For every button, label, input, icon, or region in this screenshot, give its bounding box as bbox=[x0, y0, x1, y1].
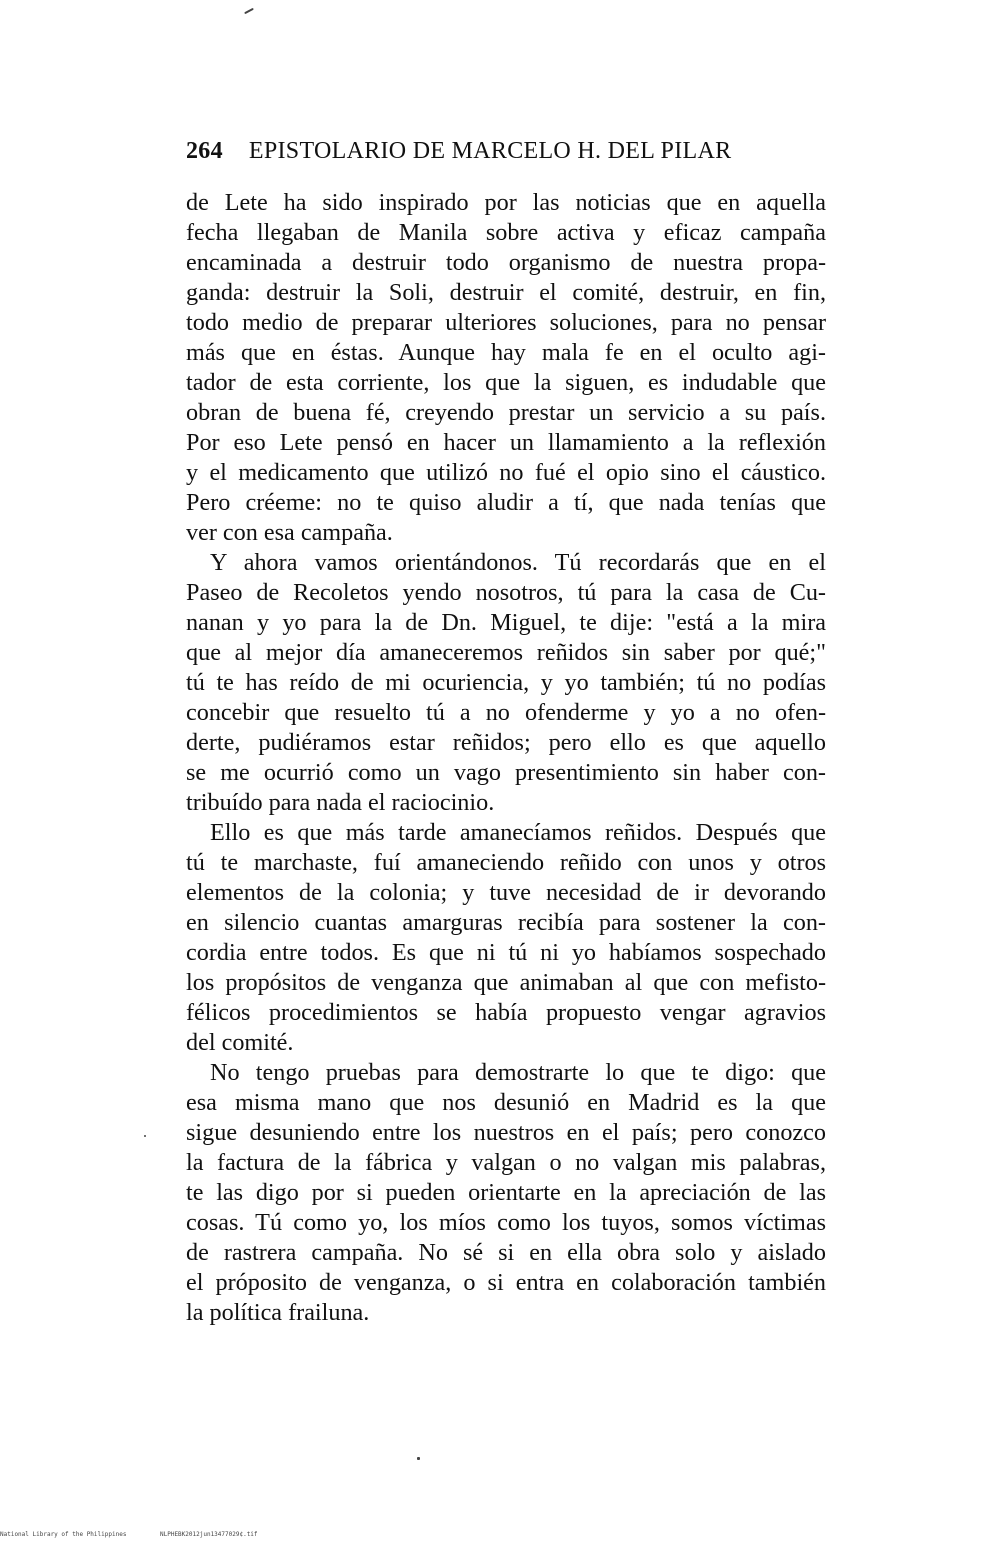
scan-dot bbox=[144, 1135, 146, 1137]
running-title: EPISTOLARIO DE MARCELO H. DEL PILAR bbox=[248, 138, 732, 164]
page-header bbox=[186, 138, 826, 170]
text-line: félicos procedimientos se había propuesto vengar agravios bbox=[186, 999, 826, 1026]
text-line: en silencio cuantas amarguras recibía para sostener la con- bbox=[186, 909, 826, 936]
text-line: cordia entre todos. Es que ni tú ni yo habíamos sospechado bbox=[186, 939, 826, 966]
scan-dot bbox=[417, 1457, 420, 1460]
text-line: todo medio de preparar ulteriores soluciones, para no pensar bbox=[186, 309, 826, 336]
text-line: el próposito de venganza, o si entra en colaboración también bbox=[186, 1269, 826, 1296]
text-line: de Lete ha sido inspirado por las noticias que en aquella bbox=[186, 189, 826, 216]
text-line: Ello es que más tarde amanecíamos reñidos. Después que bbox=[210, 819, 826, 846]
image-code: NLPHEBK2012jun13477029¢.tif bbox=[160, 1531, 258, 1538]
text-line: tú te has reído de mi ocuriencia, y yo también; tú no podías bbox=[186, 669, 826, 696]
text-line: ganda: destruir la Soli, destruir el comité, destruir, en fin, bbox=[186, 279, 826, 306]
text-line: tador de esta corriente, los que la siguen, es indudable que bbox=[186, 369, 826, 396]
text-line: de rastrera campaña. No sé si en ella obra solo y aislado bbox=[186, 1239, 826, 1266]
text-line: derte, pudiéramos estar reñidos; pero ello es que aquello bbox=[186, 729, 826, 756]
text-line: los propósitos de venganza que animaban al que con mefisto- bbox=[186, 969, 826, 996]
text-line: tribuído para nada el raciocinio. bbox=[186, 789, 495, 816]
text-line: te las digo por si pueden orientarte en la apreciación de las bbox=[186, 1179, 826, 1206]
text-line: ver con esa campaña. bbox=[186, 519, 393, 546]
library-credit: National Library of the Philippines bbox=[0, 1531, 127, 1538]
text-line: concebir que resuelto tú a no ofenderme y yo a no ofen- bbox=[186, 699, 826, 726]
text-line: del comité. bbox=[186, 1029, 294, 1056]
text-line: tú te marchaste, fuí amaneciendo reñido con unos y otros bbox=[186, 849, 826, 876]
scan-speck bbox=[244, 8, 254, 14]
text-line: se me ocurrió como un vago presentimiento sin haber con- bbox=[186, 759, 826, 786]
page-number: 264 bbox=[186, 138, 223, 164]
text-line: esa misma mano que nos desunió en Madrid es la que bbox=[186, 1089, 826, 1116]
text-line: sigue desuniendo entre los nuestros en el país; pero conozco bbox=[186, 1119, 826, 1146]
text-line: la política frailuna. bbox=[186, 1299, 370, 1326]
text-line: Y ahora vamos orientándonos. Tú recordarás que en el bbox=[210, 549, 826, 576]
text-line: que al mejor día amaneceremos reñidos sin saber por qué;" bbox=[186, 639, 826, 666]
text-line: Paseo de Recoletos yendo nosotros, tú para la casa de Cu- bbox=[186, 579, 826, 606]
text-line: Pero créeme: no te quiso aludir a tí, que nada tenías que bbox=[186, 489, 826, 516]
text-line: fecha llegaban de Manila sobre activa y eficaz campaña bbox=[186, 219, 826, 246]
text-line: y el medicamento que utilizó no fué el opio sino el cáustico. bbox=[186, 459, 826, 486]
text-line: Por eso Lete pensó en hacer un llamamiento a la reflexión bbox=[186, 429, 826, 456]
text-line: nanan y yo para la de Dn. Miguel, te dije: "está a la mira bbox=[186, 609, 826, 636]
text-line: la factura de la fábrica y valgan o no valgan mis palabras, bbox=[186, 1149, 826, 1176]
text-line: encaminada a destruir todo organismo de nuestra propa- bbox=[186, 249, 826, 276]
text-line: cosas. Tú como yo, los míos como los tuyos, somos víctimas bbox=[186, 1209, 826, 1236]
text-line: No tengo pruebas para demostrarte lo que te digo: que bbox=[210, 1059, 826, 1086]
text-line: obran de buena fé, creyendo prestar un servicio a su país. bbox=[186, 399, 826, 426]
text-line: más que en éstas. Aunque hay mala fe en el oculto agi- bbox=[186, 339, 826, 366]
text-line: elementos de la colonia; y tuve necesidad de ir devorando bbox=[186, 879, 826, 906]
